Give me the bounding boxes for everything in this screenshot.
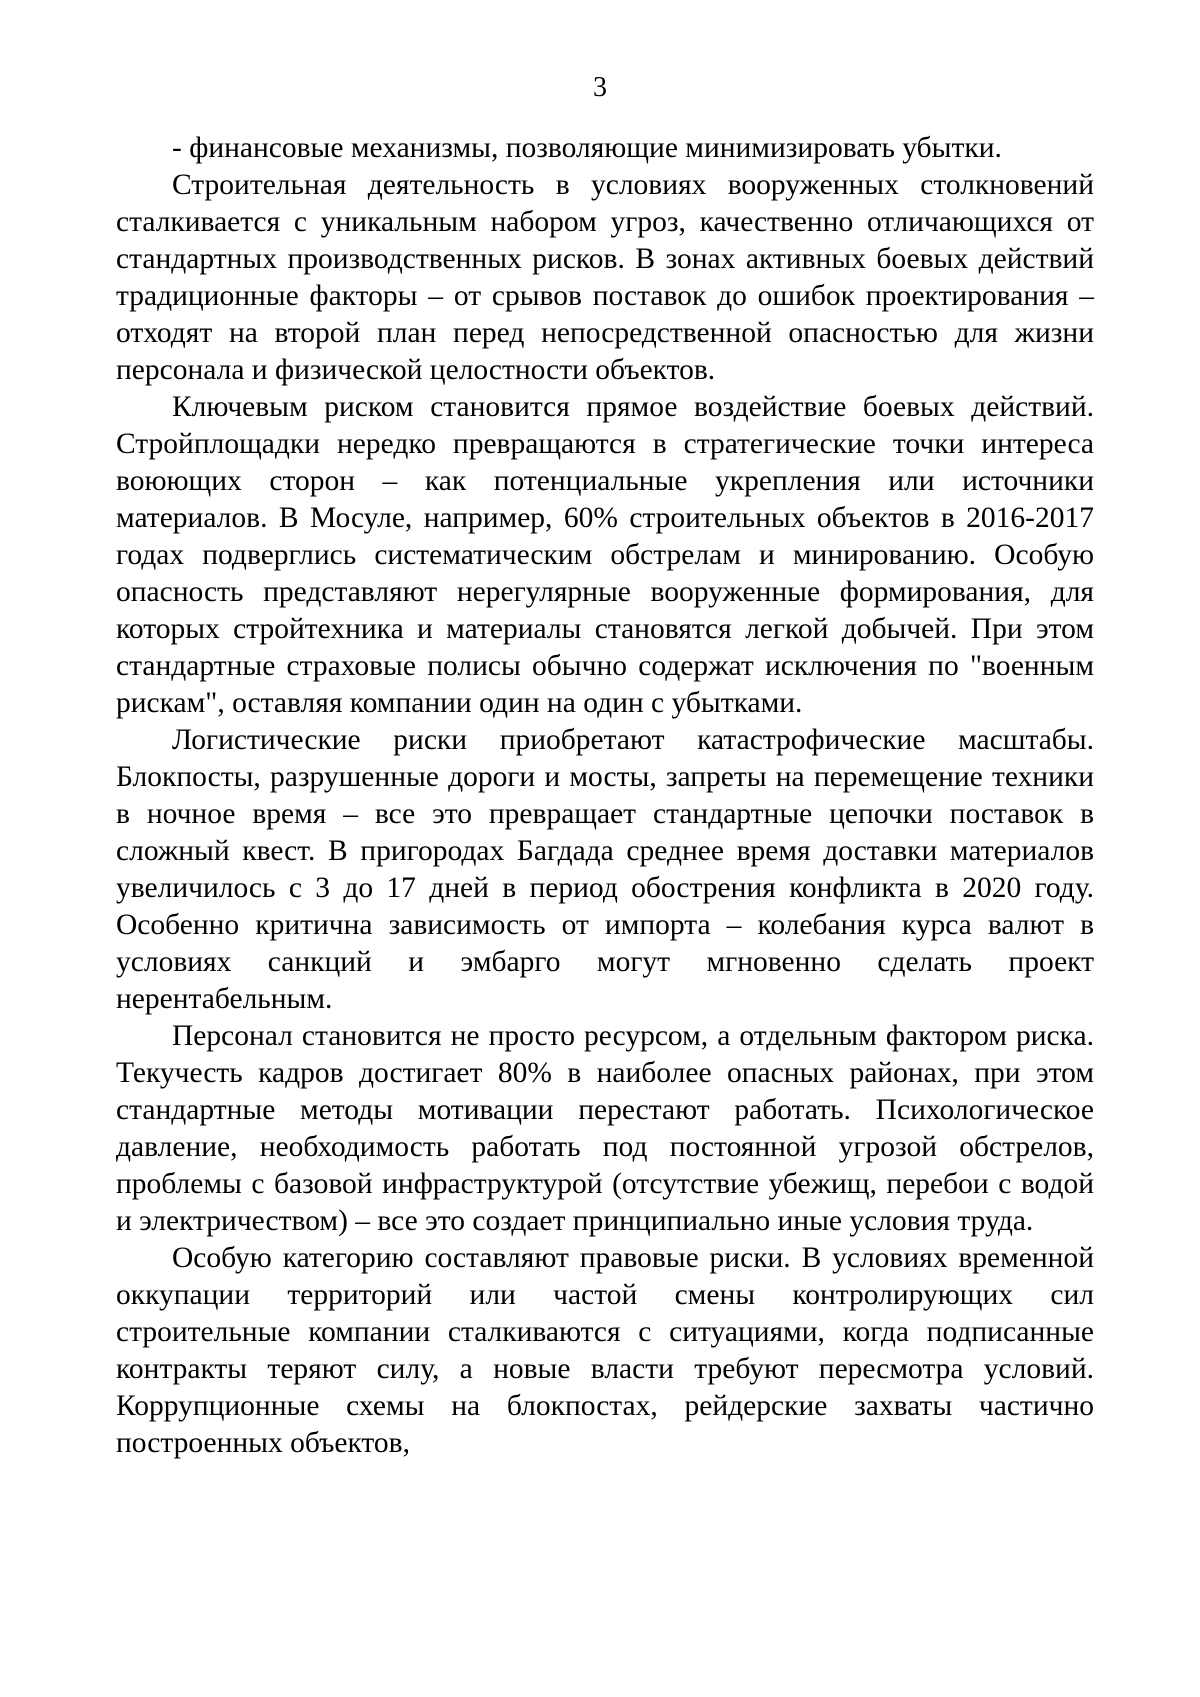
paragraph: Логистические риски приобретают катастрофические масштабы. Блокпосты, разрушенные дороги и мосты, запреты на перемещение техники в ночное время – все это превращает стандартные цепочки поставок в сложный квест. В пригородах Багдада среднее время доставки материалов увеличилось с 3 до 17 дней в период обострения конфликта в 2020 году. Особенно критична зависимость от импорта – колебания курса валют в условиях санкций и эмбарго могут мгновенно сделать проект нерентабельным.	[116, 724, 1094, 1015]
paragraph: Персонал становится не просто ресурсом, а отдельным фактором риска. Текучесть кадров достигает 80% в наиболее опасных районах, при этом стандартные методы мотивации перестают работать. Психологическое давление, необходимость работать под постоянной угрозой обстрелов, проблемы с базовой инфраструктурой (отсутствие убежищ, перебои с водой и электричеством) – все это создает принципиально иные условия труда.	[116, 1020, 1094, 1237]
paragraph: - финансовые механизмы, позволяющие минимизировать убытки.	[172, 132, 1002, 164]
paragraph: Строительная деятельность в условиях вооруженных столкновений сталкивается с уникальным набором угроз, качественно отличающихся от стандартных производственных рисков. В зонах активных боевых действий традиционные факторы – от срывов поставок до ошибок проектирования – отходят на второй план перед непосредственной опасностью для жизни персонала и физической целостности объектов.	[116, 169, 1094, 386]
paragraph: Ключевым риском становится прямое воздействие боевых действий. Стройплощадки нередко превращаются в стратегические точки интереса воюющих сторон – как потенциальные укрепления или источники материалов. В Мосуле, например, 60% строительных объектов в 2016-2017 годах подверглись систематическим обстрелам и минированию. Особую опасность представляют нерегулярные вооруженные формирования, для которых стройтехника и материалы становятся легкой добычей. При этом стандартные страховые полисы обычно содержат исключения по "военным рискам", оставляя компании один на один с убытками.	[116, 391, 1094, 719]
page-number: 3	[593, 72, 607, 103]
paragraph: Особую категорию составляют правовые риски. В условиях временной оккупации территорий или частой смены контролирующих сил строительные компании сталкиваются с ситуациями, когда подписанные контракты теряют силу, а новые власти требуют пересмотра условий. Коррупционные схемы на блокпостах, рейдерские захваты частично построенных объектов,	[116, 1242, 1094, 1459]
document-body	[116, 130, 1094, 1462]
